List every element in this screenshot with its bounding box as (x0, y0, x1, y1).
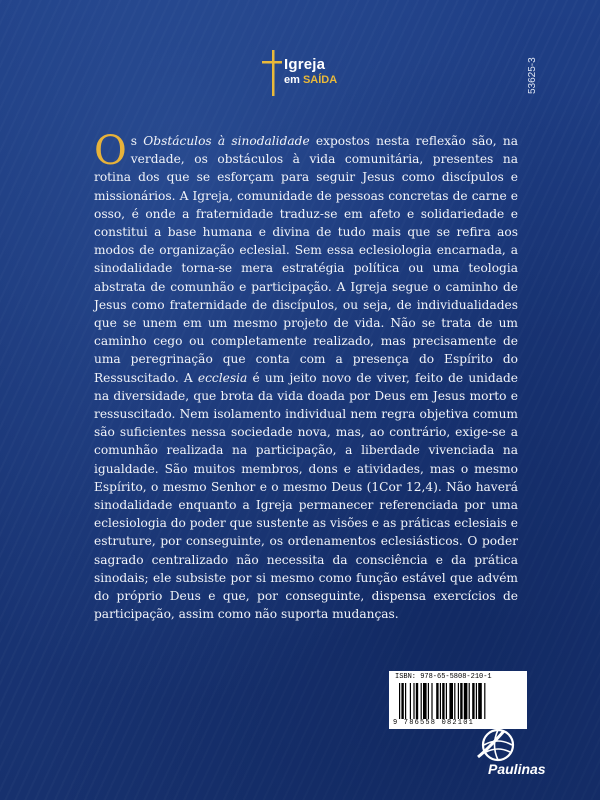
back-cover-blurb (94, 128, 518, 623)
series-title: Igreja (284, 56, 326, 73)
publisher-logo (474, 727, 554, 787)
blurb-text-end: é um jeito novo de viver, feito de unidade na diversidade, que brota da vida doada por Deus em Jesus morto e ressuscitado. Nem isolamento individual nem regra objetiva comum são suficientes nessa sociedade nova, mas, ao contrário, exige-se a comunhão realizada na participação, a liberdade vivenciada na igualdade. São muitos membros, dons e atividades, mas o mesmo Espírito, o mesmo Senhor e o mesmo Deus (1Cor 12,4). Não haverá sinodalidade enquanto a Igreja permanecer referenciada por uma eclesiologia do poder que sustente as visões e as práticas eclesiais e estruture, por conseguinte, os ordenamentos eclesiásticos. O poder sagrado centralizado não necessita da consciência e da prática sinodais; ele subsiste por si mesmo como função estável que advém do próprio Deus e que, por conseguinte, dispensa exercícios de participação, assim como não suporta mudanças. (94, 370, 518, 622)
barcode-bars-icon (399, 683, 517, 719)
series-logo (262, 50, 342, 100)
cross-icon (262, 50, 286, 96)
blurb-title-italic: Obstáculos à sinodalidade (143, 134, 310, 148)
series-subtitle-accent: SAÍDA (302, 74, 338, 86)
series-subtitle-prefix: em (284, 74, 303, 86)
barcode-digits: 9 786558 082101 (393, 719, 475, 727)
isbn-label: ISBN: 978-65-5808-210-1 (395, 673, 492, 681)
publisher-name: Paulinas (488, 761, 546, 777)
blurb-text-middle: expostos nesta reflexão são, na verdade, os obstáculos à vida comunitária, presentes na rotina dos que se esforçam para seguir Jesus como discípulos e missionários. A Igreja, comunidade de pessoas concretas de carne e osso, é onde a fraternidade traduz-se em afeto e solidariedade e constitui a base humana e divina de tudo mais que se refira aos modos de organização eclesial. Sem essa eclesiologia encarnada, a sinodalidade torna-se mera estratégia política ou uma teologia abstrata de comunhão e participação. A Igreja segue o caminho de Jesus como fraternidade de discípulos, ou seja, de individualidades que se unem em um mesmo projeto de vida. Não se trata de um caminho cego ou completamente realizado, mas precisamente de uma peregrinação que conta com a presença do Espírito do Ressuscitado. A (94, 134, 518, 385)
blurb-text-start: s (130, 134, 144, 148)
series-subtitle (284, 74, 337, 86)
catalog-code: 53625-3 (527, 57, 538, 94)
drop-cap: O (94, 128, 127, 174)
blurb-ecclesia-italic: ecclesia (197, 370, 248, 385)
barcode (389, 671, 527, 729)
